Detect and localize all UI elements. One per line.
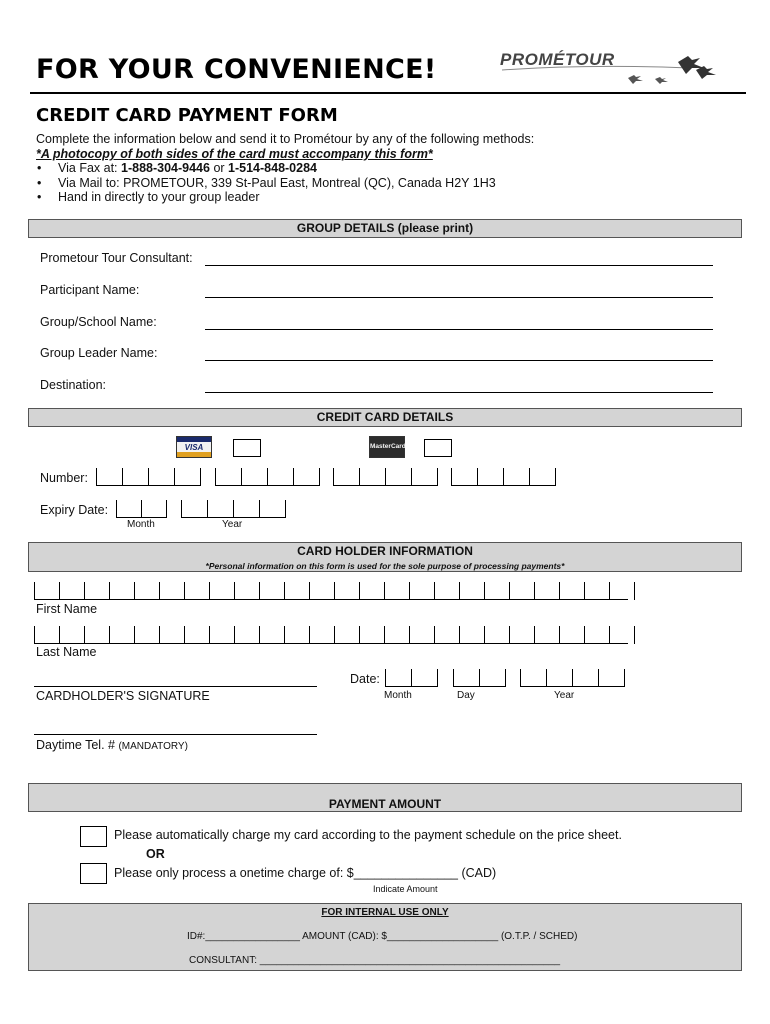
date-day-input[interactable] [453, 669, 505, 687]
daytime-tel-label [36, 738, 188, 752]
internal-consultant-line: CONSULTANT: ______________________________________________________ [189, 955, 561, 966]
card-holder-heading [28, 542, 742, 572]
group-leader-label: Group Leader Name: [40, 346, 158, 360]
consultant-label: Prometour Tour Consultant: [40, 251, 193, 265]
payment-amount-heading: PAYMENT AMOUNT [28, 783, 742, 812]
visa-checkbox[interactable] [233, 439, 261, 457]
last-name-label: Last Name [36, 645, 97, 659]
expiry-month-input[interactable] [116, 500, 167, 518]
logo-text: PROMÉTOUR [500, 50, 615, 69]
internal-use-heading: FOR INTERNAL USE ONLY [321, 907, 449, 918]
group-details-heading: GROUP DETAILS (please print) [28, 219, 742, 238]
destination-input[interactable] [205, 392, 713, 393]
mastercard-checkbox[interactable] [424, 439, 452, 457]
or-text: OR [146, 847, 165, 861]
date-day-caption: Day [457, 690, 475, 701]
daytime-tel-line[interactable] [34, 734, 317, 735]
visa-text: VISA [184, 443, 204, 452]
intro-text: Complete the information below and send it to Prométour by any of the following methods: [36, 132, 535, 146]
visa-logo [176, 436, 212, 458]
method-mail: • Via Mail to: PROMETOUR, 339 St-Paul East, Montreal (QC), Canada H2Y 1H3 [36, 176, 496, 191]
fax-or: or [209, 161, 229, 175]
form-title: CREDIT CARD PAYMENT FORM [36, 105, 338, 126]
submission-methods [36, 161, 496, 205]
photocopy-note: *A photocopy of both sides of the card must accompany this form* [36, 147, 433, 161]
fax-number-2: 1-514-848-0284 [228, 161, 317, 175]
auto-charge-checkbox[interactable] [80, 826, 107, 847]
date-year-caption: Year [554, 690, 575, 701]
expiry-year-caption: Year [222, 519, 243, 530]
geese-icon [500, 48, 718, 88]
expiry-month-caption: Month [127, 519, 155, 530]
participant-label: Participant Name: [40, 283, 140, 297]
expiry-label: Expiry Date: [40, 503, 109, 517]
last-name-input[interactable] [34, 626, 628, 644]
tel-mandatory-note: (MANDATORY) [118, 741, 188, 752]
card-holder-title: CARD HOLDER INFORMATION [297, 544, 473, 558]
card-number-group-4[interactable] [451, 468, 555, 486]
participant-input[interactable] [205, 297, 713, 298]
tel-label-text: Daytime Tel. # [36, 738, 115, 752]
date-year-input[interactable] [520, 669, 624, 687]
onetime-charge-label: Please only process a onetime charge of: $_______________ (CAD) [114, 866, 497, 880]
expiry-year-input[interactable] [181, 500, 285, 518]
date-month-input[interactable] [385, 669, 437, 687]
date-label: Date: [350, 672, 380, 686]
indicate-amount-caption: Indicate Amount [373, 884, 438, 894]
destination-label: Destination: [40, 378, 107, 392]
card-number-group-2[interactable] [215, 468, 319, 486]
signature-line[interactable] [34, 686, 317, 687]
consultant-input[interactable] [205, 265, 713, 266]
group-school-input[interactable] [205, 329, 713, 330]
onetime-charge-checkbox[interactable] [80, 863, 107, 884]
group-school-label: Group/School Name: [40, 315, 157, 329]
mastercard-logo [369, 436, 405, 458]
internal-id-amount-line: ID#:_________________ AMOUNT (CAD): $____________________ (O.T.P. / SCHED) [187, 931, 578, 942]
method-hand: • Hand in directly to your group leader [36, 190, 496, 205]
mastercard-text: MasterCard [370, 443, 406, 450]
first-name-input[interactable] [34, 582, 628, 600]
card-number-group-3[interactable] [333, 468, 437, 486]
signature-label: CARDHOLDER'S SIGNATURE [36, 689, 210, 703]
fax-prefix: Via Fax at: [58, 161, 121, 175]
group-leader-input[interactable] [205, 360, 713, 361]
page-title: FOR YOUR CONVENIENCE! [36, 54, 437, 85]
fax-number-1: 1-888-304-9446 [121, 161, 210, 175]
method-fax [36, 161, 496, 176]
credit-card-heading: CREDIT CARD DETAILS [28, 408, 742, 427]
auto-charge-label: Please automatically charge my card according to the payment schedule on the price sheet. [114, 828, 622, 842]
date-month-caption: Month [384, 690, 412, 701]
prometour-logo [500, 48, 718, 88]
privacy-note: *Personal information on this form is used for the sole purpose of processing payments* [205, 561, 565, 571]
card-number-group-1[interactable] [96, 468, 200, 486]
first-name-label: First Name [36, 602, 98, 616]
card-number-label: Number: [40, 471, 88, 485]
title-divider [30, 92, 746, 94]
